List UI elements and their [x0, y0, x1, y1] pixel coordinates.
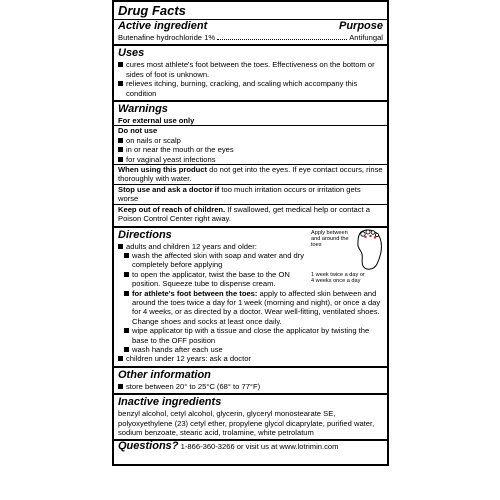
bullet-icon	[118, 356, 123, 361]
inactive-ingredients-text: benzyl alcohol, cetyl alcohol, glycerin, glyceryl monostearate SE, polyoxyethylene (23) cetyl ether, propylene glycol dicaprylate, purified water, sodium benzoate, stearic acid, trolamine, white petrolatum	[118, 409, 375, 437]
warnings-heading: Warnings	[118, 103, 168, 116]
when-using-warning: When using this product do not get into the eyes. If eye contact occurs, rinse thoroughly with water.	[114, 164, 387, 184]
questions-section	[114, 441, 387, 453]
bullet-icon	[118, 384, 123, 389]
list-item: for vaginal yeast infections	[118, 155, 383, 164]
list-item: on nails or scalp	[118, 136, 383, 145]
external-use-note: For external use only	[118, 116, 195, 126]
drug-facts-title: Drug Facts	[118, 3, 186, 18]
list-item: store between 20° to 25°C (68° to 77°F)	[118, 382, 383, 391]
bullet-icon	[118, 62, 123, 67]
purpose-value: Antifungal	[349, 33, 383, 42]
uses-section	[114, 46, 387, 102]
inactive-ingredients-section	[114, 395, 387, 441]
questions-contact: 1-866-360-3266 or visit us at www.lotrimin.com	[180, 442, 339, 452]
bullet-icon	[124, 272, 129, 277]
other-information-heading: Other information	[118, 368, 211, 381]
bullet-icon	[118, 138, 123, 143]
bullet-icon	[124, 253, 129, 258]
uses-heading: Uses	[118, 47, 145, 60]
directions-heading: Directions	[118, 228, 172, 241]
bullet-icon	[124, 328, 129, 333]
active-ingredient-heading: Active ingredient	[118, 20, 208, 32]
list-item: wash the affected skin with soap and water and dry completely before applying	[124, 251, 319, 270]
active-ingredient-name: Butenafine hydrochloride 1%	[118, 33, 216, 42]
inactive-ingredients-heading: Inactive ingredients	[118, 396, 222, 409]
bullet-icon	[118, 147, 123, 152]
warnings-section	[114, 102, 387, 227]
foot-icon	[353, 228, 385, 272]
questions-heading: Questions?	[118, 440, 179, 453]
directions-section	[114, 228, 387, 368]
bullet-icon	[118, 244, 123, 249]
list-item: wash hands after each use	[124, 345, 383, 354]
list-item: to open the applicator, twist the base to the ON position. Squeeze tube to dispense cream.	[124, 270, 319, 289]
list-item: relieves itching, burning, cracking, and scaling which accompany this condition	[118, 79, 383, 98]
list-item: children under 12 years: ask a doctor	[118, 354, 383, 363]
bullet-icon	[118, 157, 123, 162]
bullet-icon	[124, 291, 129, 296]
figure-caption-top: Apply between and around the toes	[311, 229, 349, 249]
list-item: in or near the mouth or the eyes	[118, 145, 383, 154]
leader-dots	[217, 39, 347, 40]
purpose-heading: Purpose	[338, 20, 383, 32]
drug-facts-panel	[112, 0, 389, 466]
keep-out-warning: Keep out of reach of children. If swallowed, get medical help or contact a Poison Control Center right away.	[114, 204, 387, 224]
bullet-icon	[124, 347, 129, 352]
other-information-section	[114, 368, 387, 395]
list-item: wipe applicator tip with a tissue and close the applicator by twisting the base to the OFF position	[124, 326, 383, 345]
list-item: for athlete's foot between the toes: apply to affected skin between and around the toes twice a day for 1 week (morning and night), or once a day for 4 weeks, or as directed by a doctor. Wear well-fitting, ventilated shoes. Change shoes and socks at least once daily.	[124, 289, 383, 327]
list-item: adults and children 12 years and older:	[118, 242, 383, 251]
active-ingredient-section	[114, 2, 387, 46]
list-item: cures most athlete's foot between the toes. Effectiveness on the bottom or sides of foot is unknown.	[118, 60, 383, 79]
bullet-icon	[118, 81, 123, 86]
figure-caption-bottom: 1 week twice a day or 4 weeks once a day	[311, 271, 365, 284]
foot-diagram	[311, 228, 385, 292]
stop-use-warning: Stop use and ask a doctor if too much irritation occurs or irritation gets worse	[114, 184, 387, 204]
do-not-use-heading: Do not use	[118, 126, 158, 136]
